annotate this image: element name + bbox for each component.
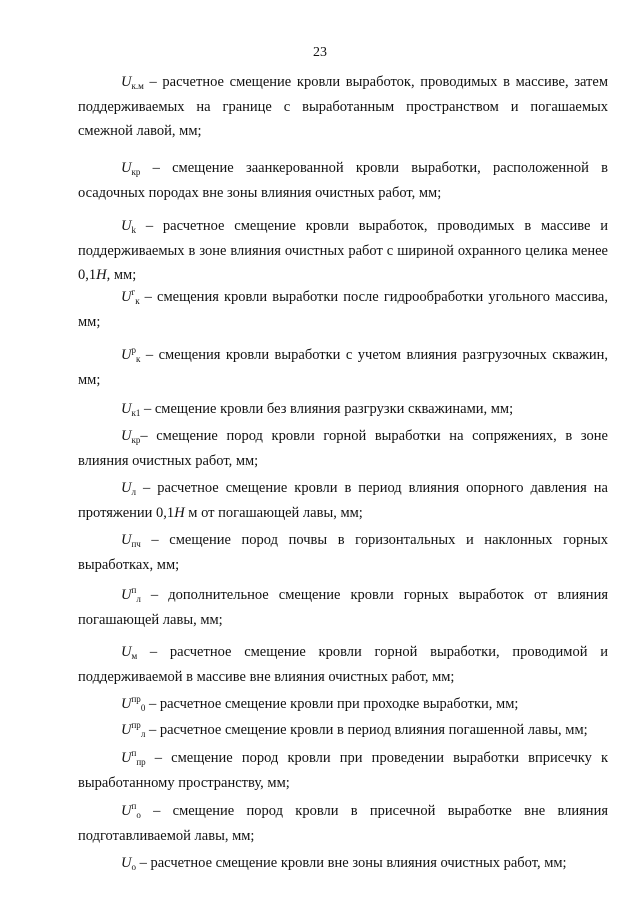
symbol: $U^{пр}_0$	[121, 694, 146, 713]
definition-entry: $U^п_{пр}$ – смещение пород кровли при проведении выработки вприсечку к выработанному пространству, мм;	[78, 748, 608, 791]
definition-entry: $U^г_к$ – смещения кровли выработки после гидрообработки угольного массива, мм;	[78, 287, 608, 330]
definition-entry: $U_{кр}-$ смещение пород кровли горной выработки на сопряжениях, в зоне влияния очистных работ, мм;	[78, 428, 608, 469]
definition-entry: $U_{к1}$ – смещение кровли без влияния разгрузки скважинами, мм;	[121, 401, 514, 418]
symbol: $U^г_к$	[121, 287, 140, 306]
symbol: $U_{к.м}$	[121, 74, 144, 91]
symbol: $U^р_к$	[121, 345, 141, 364]
symbol: $U_k$	[121, 218, 136, 235]
symbol: $U_о$	[121, 855, 136, 872]
symbol: $U_{пч}$	[121, 532, 141, 549]
definition-entry: $U_м$ – расчетное смещение кровли горной выработки, проводимой и поддерживаемой в массиве вне влияния очистных работ, мм;	[78, 644, 608, 685]
symbol: $U_л$	[121, 480, 136, 497]
definition-entry: $U_{к.м}$ – расчетное смещение кровли выработок, проводимых в массиве, затем поддерживаемых на границе с выработанным пространством и погашаемых смежной лавой, мм;	[78, 74, 608, 139]
definition-entry: $U_{кр}$ – смещение заанкерованной кровли выработки, расположенной в осадочных породах вне зоны влияния очистных работ, мм;	[78, 160, 608, 201]
symbol: $U_{кр}$	[121, 160, 141, 177]
definition-entry: $U^{пр}_0$ – расчетное смещение кровли при проходке выработки, мм;	[121, 694, 519, 713]
definition-entry: $U_л$ – расчетное смещение кровли в период влияния опорного давления на протяжении 0,1H м от погашающей лавы, мм;	[78, 480, 608, 521]
symbol: $U_м$	[121, 644, 138, 661]
symbol: $U^п_о$	[121, 801, 141, 820]
definition-entry: $U^{пр}_л$ – расчетное смещение кровли в период влияния погашенной лавы, мм;	[121, 720, 588, 739]
symbol: $U^{пр}_л$	[121, 720, 146, 739]
definition-entry: $U^п_л$ – дополнительное смещение кровли горных выработок от влияния погашающей лавы, мм;	[78, 585, 608, 628]
symbol: $U^п_{пр}$	[121, 748, 146, 767]
symbol: $U^п_л$	[121, 585, 141, 604]
definition-entry: $U^п_о$ – смещение пород кровли в присечной выработке вне влияния подготавливаемой лавы, мм;	[78, 801, 608, 844]
definition-entry: $U_{пч}$ – смещение пород почвы в горизонтальных и наклонных горных выработках, мм;	[78, 532, 608, 573]
symbol: $U_{кр}$	[121, 428, 141, 445]
symbol: $U_{к1}$	[121, 401, 141, 418]
definition-entry: $U^р_к$ – смещения кровли выработки с учетом влияния разгрузочных скважин, мм;	[78, 345, 608, 388]
definition-entry: $U_k$ – расчетное смещение кровли выработок, проводимых в массиве и поддерживаемых в зоне влияния очистных работ с шириной охранного целика менее 0,1H, мм;	[78, 218, 608, 283]
page-number: 23	[313, 45, 327, 60]
definition-entry: $U_о$ – расчетное смещение кровли вне зоны влияния очистных работ, мм;	[121, 855, 567, 872]
